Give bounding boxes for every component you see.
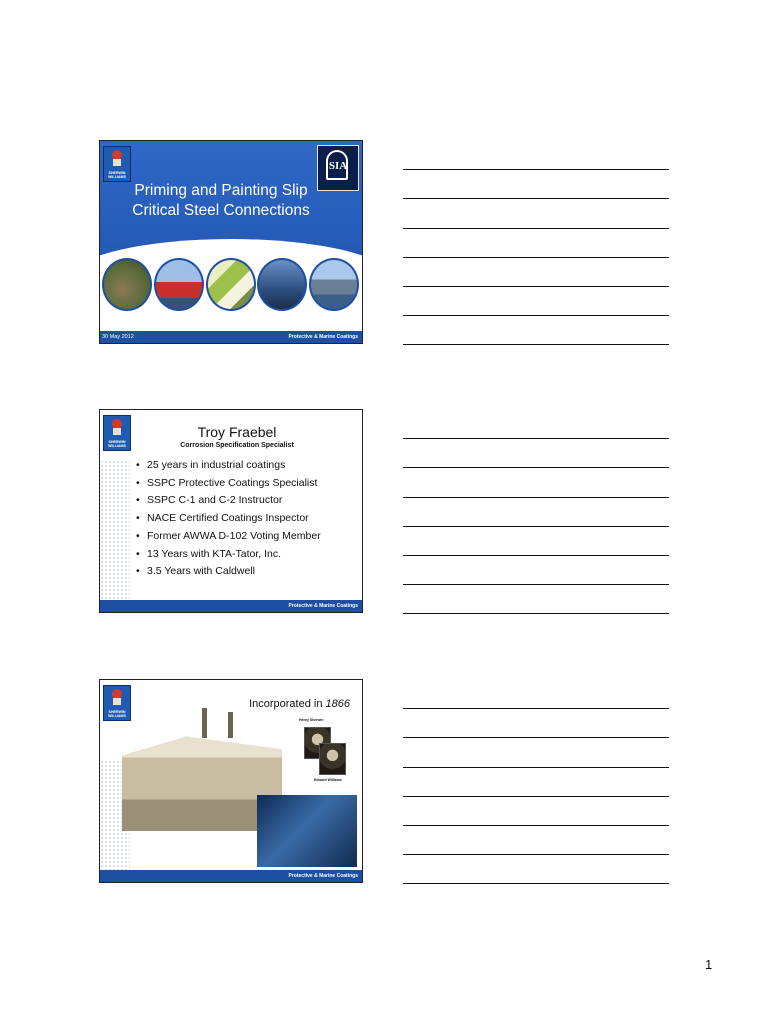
sherwin-williams-logo: SHERWIN WILLIAMS bbox=[103, 146, 131, 182]
note-lines bbox=[403, 680, 669, 884]
dot-pattern bbox=[100, 460, 130, 600]
credentials-list bbox=[136, 457, 321, 581]
speaker-name: Troy Fraebel bbox=[197, 424, 277, 440]
list-item: • SSPC C-1 and C-2 Instructor bbox=[136, 492, 321, 510]
laboratory-photo bbox=[257, 795, 357, 867]
portrait-caption: Edward Williams bbox=[314, 778, 342, 782]
list-item: • 13 Years with KTA-Tator, Inc. bbox=[136, 546, 321, 564]
slide-3 bbox=[99, 679, 363, 883]
sherwin-williams-logo: SHERWIN WILLIAMS bbox=[103, 685, 131, 721]
note-lines bbox=[403, 141, 669, 345]
slide-1 bbox=[99, 140, 363, 344]
sherwin-williams-logo: SHERWIN WILLIAMS bbox=[103, 415, 131, 451]
list-item: • NACE Certified Coatings Inspector bbox=[136, 510, 321, 528]
page-number: 1 bbox=[705, 957, 713, 972]
portrait-photo bbox=[319, 743, 346, 775]
chimney bbox=[228, 712, 233, 738]
list-item: • 25 years in industrial coatings bbox=[136, 457, 321, 475]
photo-circle-ship bbox=[154, 258, 204, 311]
slide-date: 30 May 2012 bbox=[102, 334, 134, 340]
slide-footer: 30 May 2012 Protective & Marine Coatings bbox=[100, 331, 362, 343]
slide-2 bbox=[99, 409, 363, 613]
portrait-caption: Henry Sherwin bbox=[299, 718, 324, 722]
list-item: • SSPC Protective Coatings Specialist bbox=[136, 475, 321, 493]
photo-circle-turbine bbox=[206, 258, 256, 311]
sia-badge-icon: SIA bbox=[317, 145, 359, 191]
photo-circle-site bbox=[102, 258, 152, 311]
chimney bbox=[202, 708, 207, 738]
slide-footer: Protective & Marine Coatings bbox=[100, 600, 362, 612]
list-item: • Former AWWA D-102 Voting Member bbox=[136, 528, 321, 546]
slide-footer: Protective & Marine Coatings bbox=[100, 870, 362, 882]
note-lines bbox=[403, 410, 669, 614]
photo-circle-port bbox=[309, 258, 359, 311]
slide-heading: Incorporated in 1866 bbox=[249, 698, 350, 710]
slide-title: Priming and Painting Slip Critical Steel Connections bbox=[132, 182, 310, 219]
photo-circle-crane bbox=[257, 258, 307, 311]
list-item: • 3.5 Years with Caldwell bbox=[136, 563, 321, 581]
speaker-role: Corrosion Specification Specialist bbox=[180, 442, 294, 449]
